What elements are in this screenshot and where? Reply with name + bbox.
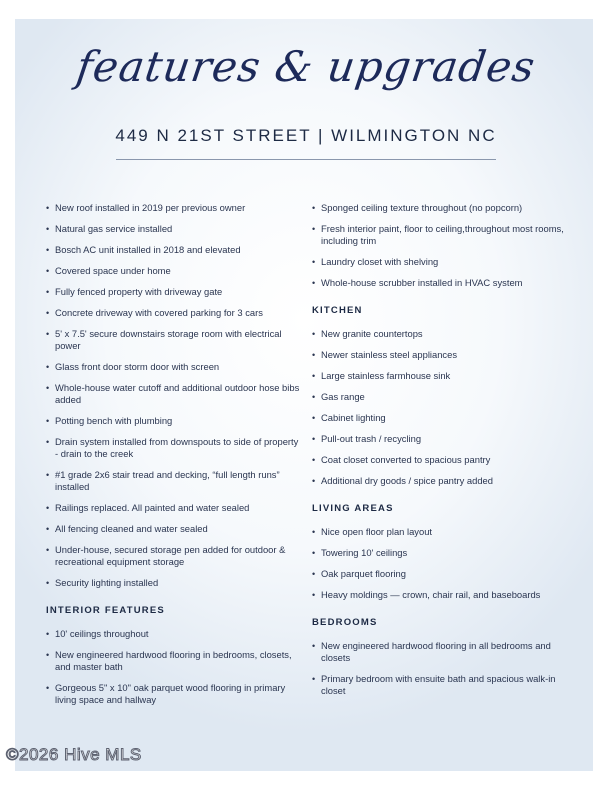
list-item: • Newer stainless steel appliances xyxy=(312,349,574,361)
list-item: • Security lighting installed xyxy=(46,577,302,589)
kitchen-list xyxy=(312,328,574,487)
list-item: • Natural gas service installed xyxy=(46,223,302,235)
list-item: • Cabinet lighting xyxy=(312,412,574,424)
copyright-watermark: ©2026 Hive MLS xyxy=(6,745,142,764)
right-column xyxy=(312,202,574,706)
list-item: • Drain system installed from downspouts to side of property - drain to the creek xyxy=(46,436,302,460)
list-item: • Potting bench with plumbing xyxy=(46,415,302,427)
list-item: • New roof installed in 2019 per previous owner xyxy=(46,202,302,214)
list-item: • Coat closet converted to spacious pantry xyxy=(312,454,574,466)
list-item: • Sponged ceiling texture throughout (no popcorn) xyxy=(312,202,574,214)
list-item: • #1 grade 2x6 stair tread and decking, “full length runs” installed xyxy=(46,469,302,493)
interior-feature-list xyxy=(46,628,302,706)
list-item: • Covered space under home xyxy=(46,265,302,277)
list-item: • Gorgeous 5" x 10" oak parquet wood flooring in primary living space and hallway xyxy=(46,682,302,706)
living-areas-heading: LIVING AREAS xyxy=(312,503,394,514)
list-item: • Oak parquet flooring xyxy=(312,568,574,580)
list-item: • Glass front door storm door with screen xyxy=(46,361,302,373)
list-item: • Laundry closet with shelving xyxy=(312,256,574,268)
left-column xyxy=(46,202,302,715)
living-areas-list xyxy=(312,526,574,601)
list-item: • Whole-house scrubber installed in HVAC system xyxy=(312,277,574,289)
exterior-feature-list xyxy=(46,202,302,589)
interior-continued-list xyxy=(312,202,574,289)
bedrooms-list xyxy=(312,640,574,697)
list-item: • All fencing cleaned and water sealed xyxy=(46,523,302,535)
list-item: • Towering 10' ceilings xyxy=(312,547,574,559)
list-item: • Additional dry goods / spice pantry added xyxy=(312,475,574,487)
list-item: • 5' x 7.5' secure downstairs storage room with electrical power xyxy=(46,328,302,352)
list-item: • New engineered hardwood flooring in all bedrooms and closets xyxy=(312,640,574,664)
interior-features-heading: INTERIOR FEATURES xyxy=(46,605,165,616)
list-item: • Under-house, secured storage pen added for outdoor & recreational equipment storage xyxy=(46,544,302,568)
list-item: • New engineered hardwood flooring in bedrooms, closets, and master bath xyxy=(46,649,302,673)
list-item: • Bosch AC unit installed in 2018 and elevated xyxy=(46,244,302,256)
list-item: • Fully fenced property with driveway gate xyxy=(46,286,302,298)
title-divider xyxy=(116,159,496,160)
page-title: features & upgrades xyxy=(73,42,539,91)
list-item: • Heavy moldings — crown, chair rail, and baseboards xyxy=(312,589,574,601)
kitchen-heading: KITCHEN xyxy=(312,305,363,316)
property-address: 449 N 21ST STREET | WILMINGTON NC xyxy=(115,126,497,145)
bedrooms-heading: BEDROOMS xyxy=(312,617,378,628)
list-item: • 10' ceilings throughout xyxy=(46,628,302,640)
list-item: • Concrete driveway with covered parking for 3 cars xyxy=(46,307,302,319)
list-item: • Pull-out trash / recycling xyxy=(312,433,574,445)
list-item: • Whole-house water cutoff and additional outdoor hose bibs added xyxy=(46,382,302,406)
list-item: • New granite countertops xyxy=(312,328,574,340)
list-item: • Fresh interior paint, floor to ceiling,throughout most rooms, including trim xyxy=(312,223,574,247)
list-item: • Large stainless farmhouse sink xyxy=(312,370,574,382)
list-item: • Gas range xyxy=(312,391,574,403)
list-item: • Railings replaced. All painted and water sealed xyxy=(46,502,302,514)
list-item: • Primary bedroom with ensuite bath and spacious walk-in closet xyxy=(312,673,574,697)
list-item: • Nice open floor plan layout xyxy=(312,526,574,538)
